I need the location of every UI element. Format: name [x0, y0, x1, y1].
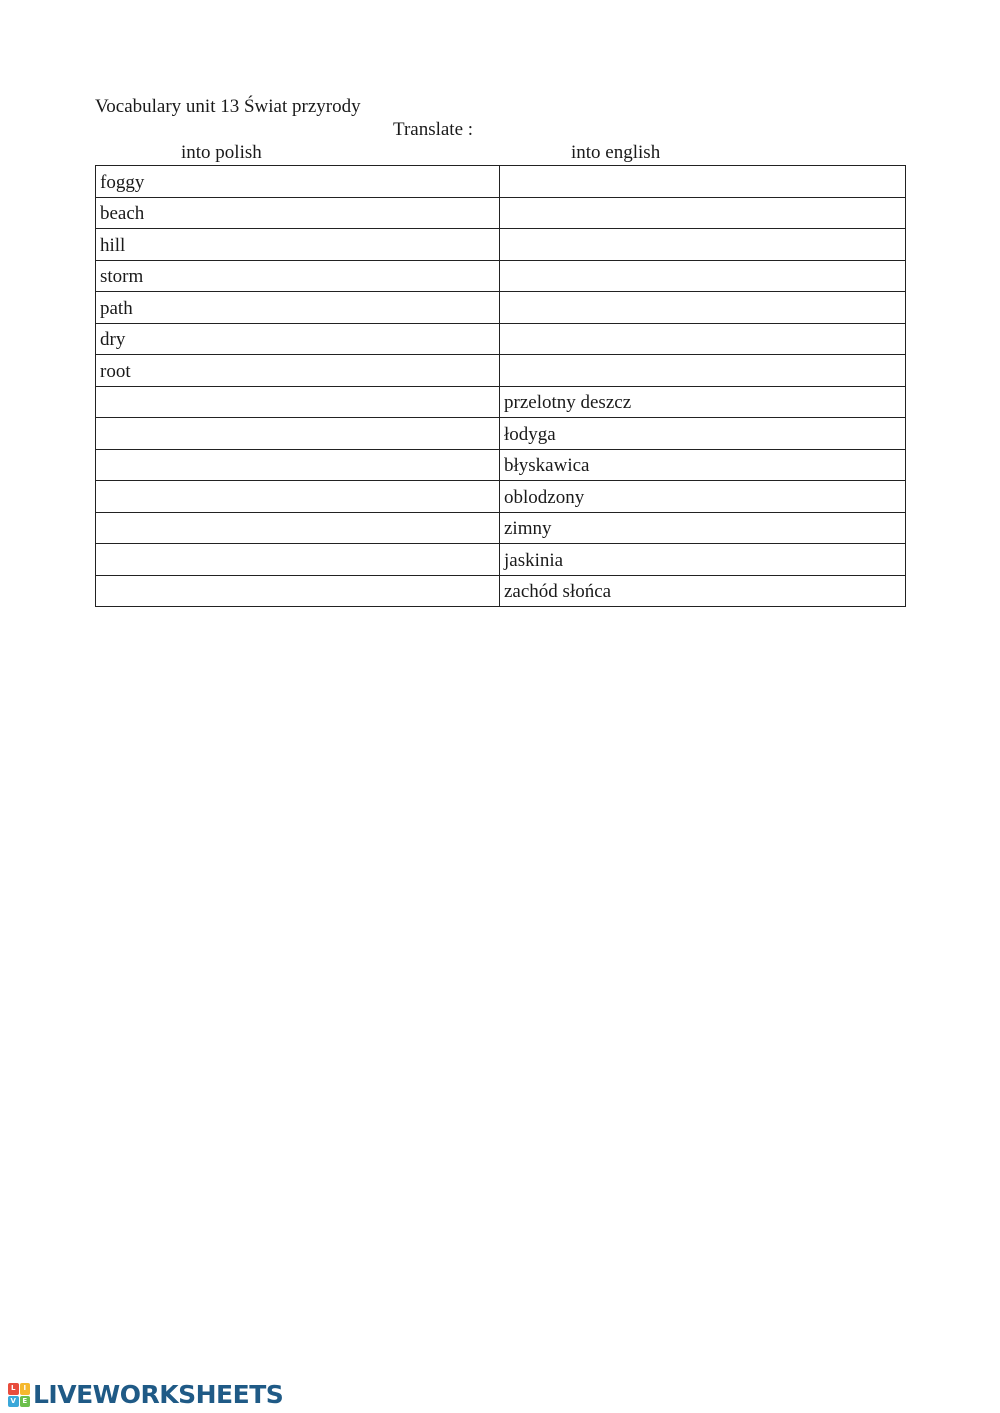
answer-cell-right[interactable] [500, 323, 906, 355]
liveworksheets-logo-icon [8, 1383, 30, 1407]
table-row [96, 449, 906, 481]
table-row [96, 418, 906, 450]
table-row [96, 575, 906, 607]
answer-cell-right[interactable] [500, 260, 906, 292]
answer-cell-left[interactable] [96, 575, 500, 607]
table-row [96, 544, 906, 576]
worksheet-title: Vocabulary unit 13 Świat przyrody [95, 96, 361, 117]
answer-cell-left[interactable] [96, 418, 500, 450]
table-row [96, 229, 906, 261]
table-row [96, 292, 906, 324]
table-row [96, 260, 906, 292]
table-row [96, 481, 906, 513]
brand-name: LIVEWORKSHEETS [33, 1380, 284, 1409]
answer-cell-right[interactable]: łodyga [500, 418, 906, 450]
logo-tile-2: I [20, 1383, 31, 1395]
answer-cell-left[interactable] [96, 544, 500, 576]
answer-cell-left[interactable] [96, 386, 500, 418]
answer-cell-left[interactable]: storm [96, 260, 500, 292]
answer-cell-right[interactable]: jaskinia [500, 544, 906, 576]
table-row [96, 512, 906, 544]
answer-cell-right[interactable]: oblodzony [500, 481, 906, 513]
table-row [96, 197, 906, 229]
answer-cell-left[interactable]: root [96, 355, 500, 387]
answer-cell-left[interactable]: path [96, 292, 500, 324]
vocabulary-table [95, 165, 906, 607]
table-row [96, 323, 906, 355]
answer-cell-right[interactable] [500, 355, 906, 387]
vocabulary-table-body [96, 166, 906, 607]
logo-tile-1: L [8, 1383, 19, 1395]
column-header-into-polish: into polish [181, 142, 262, 163]
liveworksheets-brand [8, 1381, 283, 1409]
answer-cell-left[interactable]: foggy [96, 166, 500, 198]
answer-cell-left[interactable]: beach [96, 197, 500, 229]
logo-tile-4: E [20, 1396, 31, 1408]
table-row [96, 166, 906, 198]
answer-cell-right[interactable]: zimny [500, 512, 906, 544]
column-header-into-english: into english [571, 142, 661, 163]
table-row [96, 355, 906, 387]
answer-cell-left[interactable]: dry [96, 323, 500, 355]
logo-tile-3: V [8, 1396, 19, 1408]
answer-cell-right[interactable] [500, 229, 906, 261]
table-row [96, 386, 906, 418]
answer-cell-right[interactable]: przelotny deszcz [500, 386, 906, 418]
answer-cell-right[interactable] [500, 292, 906, 324]
instruction-text: Translate : [393, 119, 474, 140]
answer-cell-left[interactable] [96, 512, 500, 544]
answer-cell-left[interactable]: hill [96, 229, 500, 261]
answer-cell-right[interactable] [500, 166, 906, 198]
answer-cell-right[interactable]: błyskawica [500, 449, 906, 481]
answer-cell-right[interactable] [500, 197, 906, 229]
answer-cell-right[interactable]: zachód słońca [500, 575, 906, 607]
answer-cell-left[interactable] [96, 449, 500, 481]
answer-cell-left[interactable] [96, 481, 500, 513]
